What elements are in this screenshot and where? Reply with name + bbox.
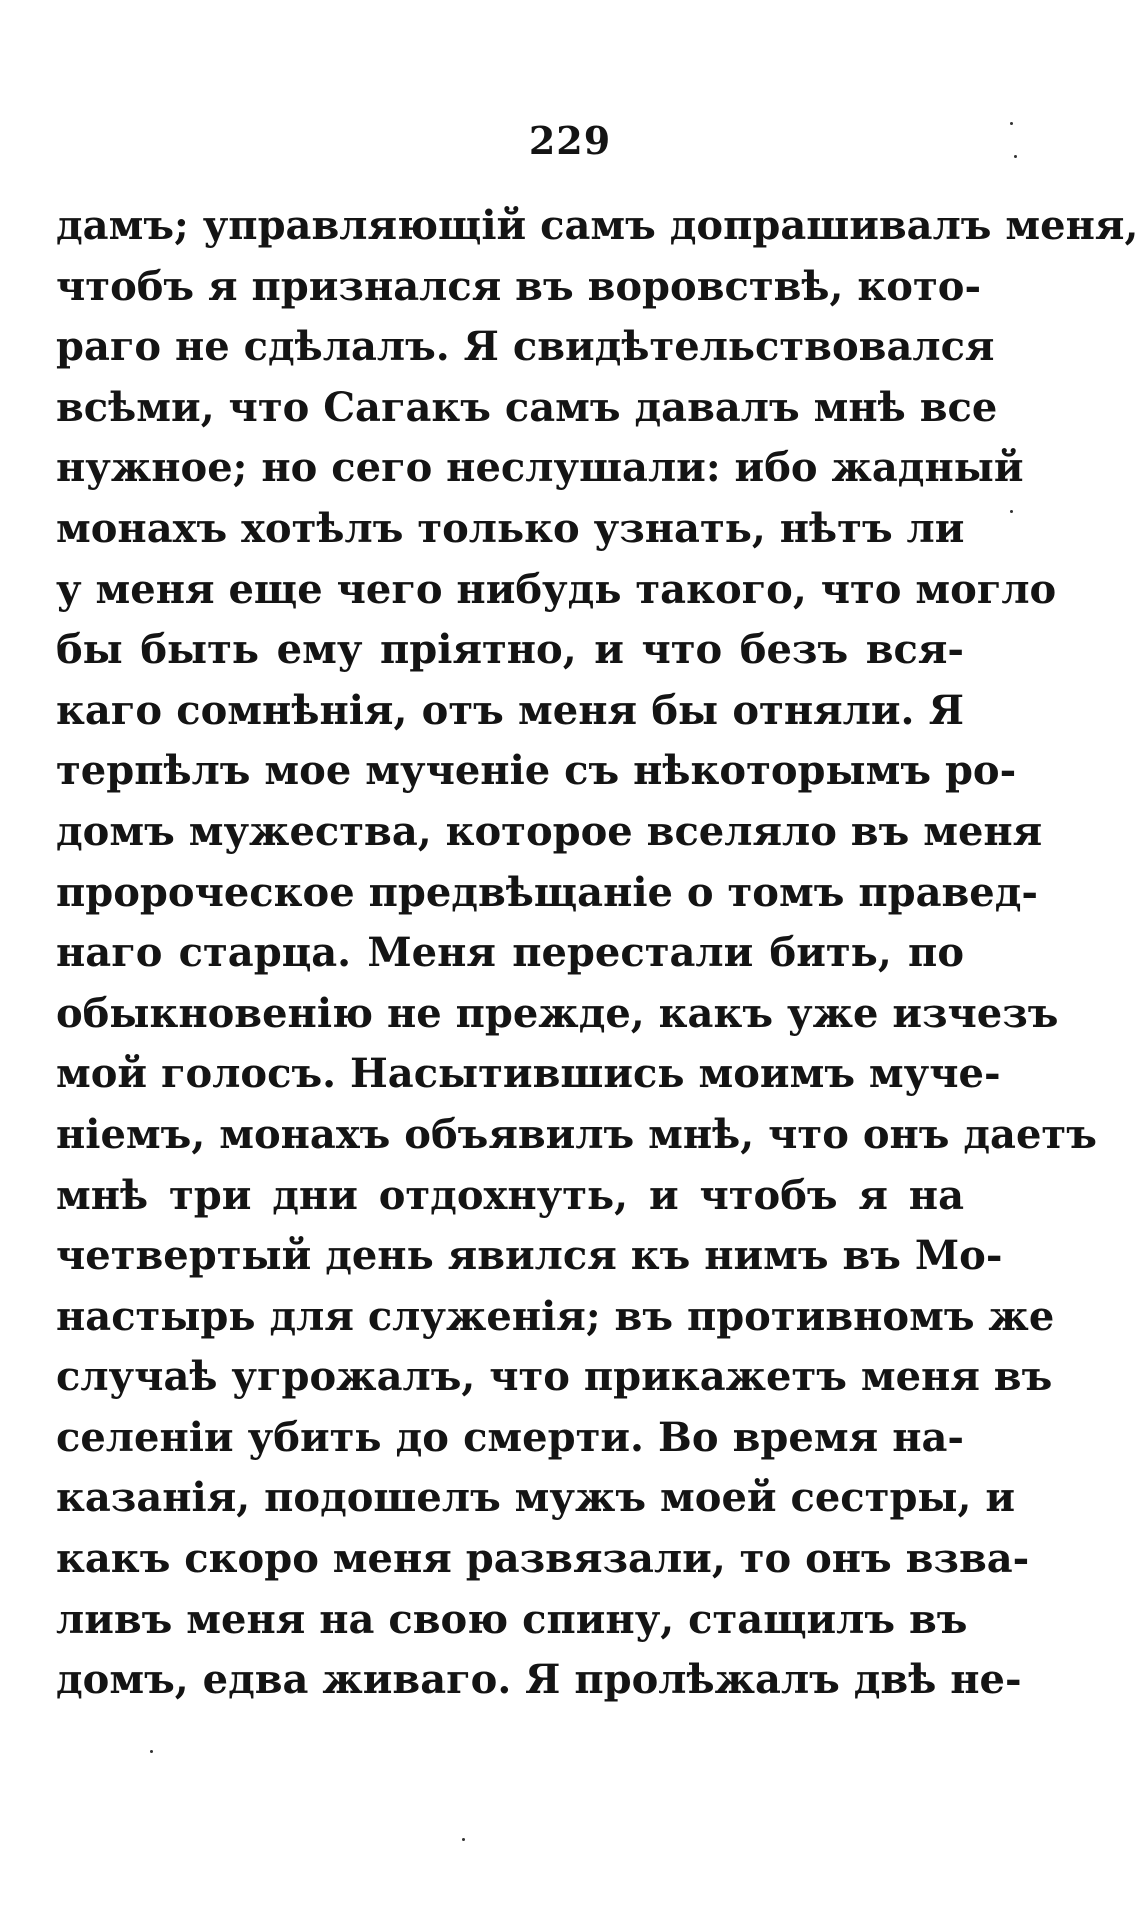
text-line: всѣми, что Сагакъ самъ давалъ мнѣ все — [56, 383, 998, 431]
page-number: 229 — [528, 118, 612, 163]
body-text — [56, 196, 1139, 1711]
text-line: ніемъ, монахъ объявилъ мнѣ, что онъ даетъ — [56, 1110, 1097, 1158]
text-line: домъ, едва живаго. Я пролѣжалъ двѣ не- — [56, 1656, 1022, 1704]
text-line: наго старца. Меня перестали бить, по — [56, 929, 964, 977]
text-line: пророческое предвѣщаніе о томъ правед- — [56, 868, 1039, 916]
scan-speck — [1010, 510, 1013, 513]
text-line: бы быть ему пріятно, и что безъ вся- — [56, 626, 964, 674]
text-line: домъ мужества, которое вселяло въ меня — [56, 807, 1043, 855]
text-line: ливъ меня на свою спину, стащилъ въ — [56, 1595, 968, 1643]
text-line: мой голосъ. Насытившись моимъ муче- — [56, 1050, 1001, 1098]
scan-speck — [462, 1838, 465, 1841]
text-line: настырь для служенія; въ противномъ же — [56, 1292, 1055, 1340]
text-line: казанія, подошелъ мужъ моей сестры, и — [56, 1474, 1016, 1522]
scan-speck — [1014, 155, 1017, 158]
text-line: какъ скоро меня развязали, то онъ взва- — [56, 1535, 1030, 1583]
text-line: обыкновенію не прежде, какъ уже изчезъ — [56, 989, 1059, 1037]
text-line: терпѣлъ мое мученіе съ нѣкоторымъ ро- — [56, 747, 1017, 795]
text-line: каго сомнѣнія, отъ меня бы отняли. Я — [56, 686, 964, 734]
text-line: чтобъ я признался въ воровствѣ, кото- — [56, 262, 982, 310]
text-line: случаѣ угрожалъ, что прикажетъ меня въ — [56, 1353, 1053, 1401]
scan-speck — [150, 1750, 153, 1753]
text-line: четвертый день явился къ нимъ въ Мо- — [56, 1232, 1003, 1280]
text-line: нужное; но сего неслушали: ибо жадный — [56, 444, 1024, 492]
text-line: дамъ; управляющій самъ допрашивалъ меня, — [56, 202, 1139, 249]
text-line: монахъ хотѣлъ только узнать, нѣтъ ли — [56, 504, 965, 552]
text-line: раго не сдѣлалъ. Я свидѣтельствовался — [56, 323, 995, 371]
text-line: у меня еще чего нибудь такого, что могло — [56, 565, 1057, 613]
text-line: селеніи убить до смерти. Во время на- — [56, 1413, 964, 1461]
scan-speck — [1010, 122, 1013, 125]
text-line: мнѣ три дни отдохнуть, и чтобъ я на — [56, 1171, 964, 1219]
